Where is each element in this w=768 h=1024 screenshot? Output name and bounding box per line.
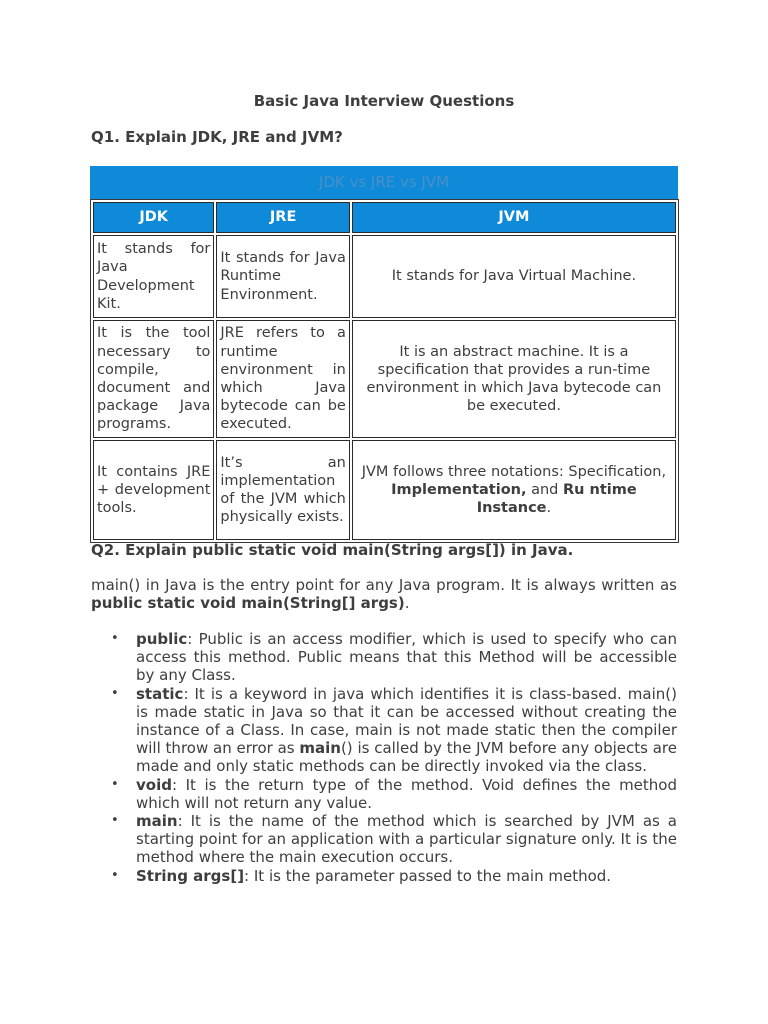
bullet-icon: • (111, 685, 119, 701)
question-2-heading: Q2. Explain public static void main(String args[]) in Java. (91, 541, 574, 559)
header-jre: JRE (216, 202, 349, 233)
bullet-term: main (136, 812, 178, 831)
bullet-text: : It is a keyword in java which identifies it is class-based. main() is made static in Java so that it can be accessed without creating the instance of a Class. In case, main is not made static then the compiler will throw an error as (136, 684, 677, 758)
bullet-text: : It is the return type of the method. Void defines the method which will not return any value. (136, 775, 677, 812)
bullet-term-inline: main (299, 739, 341, 758)
bullet-text: : It is the parameter passed to the main method. (244, 866, 612, 885)
table-cell: It contains JRE + development tools. (93, 440, 214, 540)
list-item (91, 776, 677, 812)
comparison-table (90, 166, 679, 543)
intro-signature: public static void main(String[] args) (91, 594, 405, 613)
table-cell: It stands for Java Runtime Environment. (216, 235, 349, 318)
list-item (91, 685, 677, 776)
bullet-term: String args[] (136, 866, 245, 885)
table-row (93, 440, 676, 540)
table-row (93, 235, 676, 318)
bullet-text-continued: () is called by the JVM before any objects are made and only static methods can be directly invoked via the class. (136, 739, 677, 776)
bullet-icon: • (111, 867, 119, 883)
table-caption: JDK vs JRE vs JVM (90, 166, 678, 199)
bullet-list (91, 630, 677, 885)
table-cell: It is an abstract machine. It is a specification that provides a run-time environment in which Java bytecode can be executed. (352, 320, 676, 438)
table-cell: It stands for Java Development Kit. (93, 235, 214, 318)
jvm-notations-period: . (546, 500, 552, 517)
table-cell: It is the tool necessary to compile, document and package Java programs. (93, 320, 214, 438)
jvm-notations-text: JVM follows three notations: Specification, (361, 463, 667, 480)
intro-paragraph (91, 576, 677, 612)
question-1-heading: Q1. Explain JDK, JRE and JVM? (91, 128, 343, 146)
bullet-text: : It is the name of the method which is searched by JVM as a starting point for an application with a particular signature only. It is the method where the main execution occurs. (136, 812, 677, 867)
jdk-jre-jvm-table (90, 199, 679, 543)
header-jvm: JVM (352, 202, 676, 233)
table-row (93, 320, 676, 438)
header-jdk: JDK (93, 202, 214, 233)
jvm-notation-runtime-instance: Ru ntime Instance (476, 481, 637, 517)
table-cell: It stands for Java Virtual Machine. (352, 235, 676, 318)
bullet-icon: • (111, 631, 119, 646)
list-item (91, 630, 677, 685)
jvm-notation-implementation: Implementation, (391, 481, 527, 498)
bullet-term: static (136, 684, 184, 703)
intro-end: . (404, 594, 410, 613)
bullet-icon: • (111, 813, 119, 829)
table-cell (352, 440, 676, 540)
bullet-term: public (136, 630, 188, 648)
list-item (91, 867, 677, 885)
intro-text: main() in Java is the entry point for any Java program. It is always written as (91, 576, 677, 594)
list-item (91, 812, 677, 867)
bullet-text: : Public is an access modifier, which is used to specify who can access this method. Public means that this Method will be accessible by any Class. (136, 630, 677, 685)
page-title: Basic Java Interview Questions (253, 92, 515, 110)
bullet-term: void (136, 775, 172, 794)
jvm-notations-and: and (526, 481, 563, 498)
bullet-icon: • (111, 776, 119, 792)
table-cell: It’s an implementation of the JVM which physically exists. (216, 440, 349, 540)
table-cell: JRE refers to a runtime environment in which Java bytecode can be executed. (216, 320, 349, 438)
